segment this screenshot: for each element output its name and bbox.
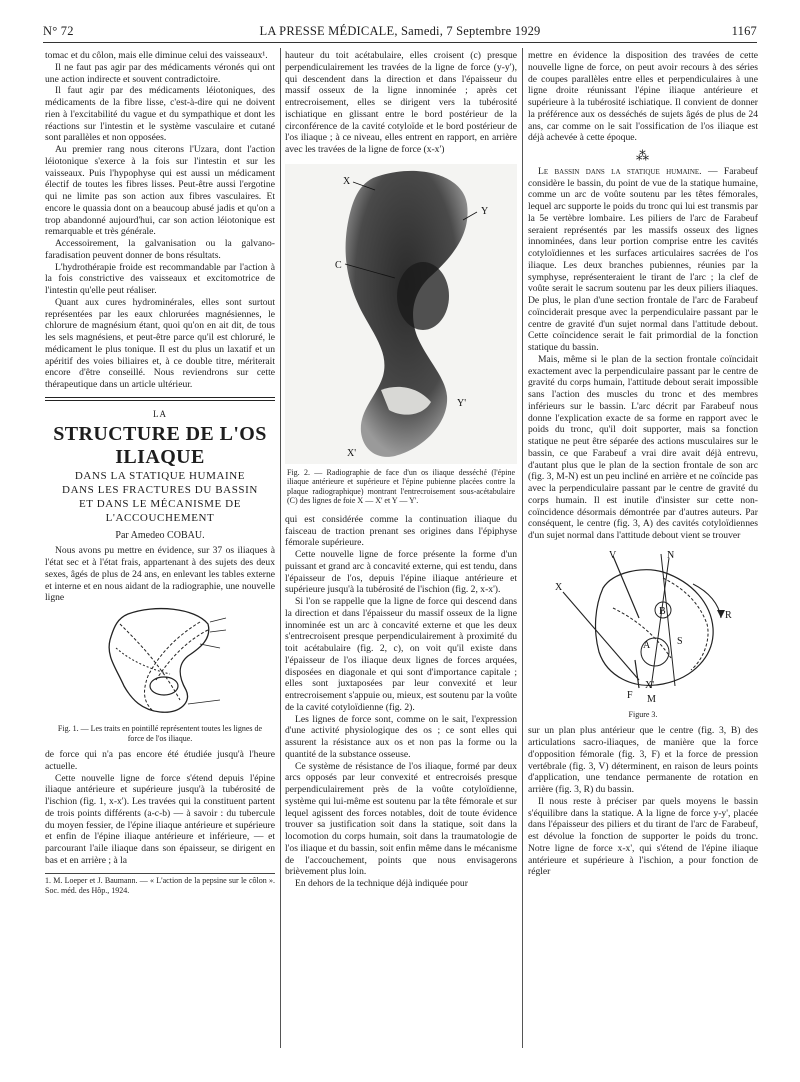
fig3-label-s: S <box>677 635 683 647</box>
paragraph: Accessoirement, la galvanisation ou la galvano-faradisation peuvent donner de bons résultats. <box>45 238 275 261</box>
journal-title: LA PRESSE MÉDICALE, Samedi, 7 Septembre 1929 <box>259 24 541 38</box>
paragraph: hauteur du toit acétabulaire, elles croisent (c) presque perpendiculairement les travées de la ligne de force (y-y'), qui descendent dans la direction et dans l'épaisseur du massif osseux de la ligne innominée ; après cet entrecroisement, elles se dirigent vers la tubérosité ischiatique en glissant entre le bord postérieur de la circonférence de la cavité cotyloïde et le bord postérieur de l'os iliaque ; à ce niveau, elles entrent en rapport, en arrière avec les travées de la ligne de force (x-x') <box>285 50 517 155</box>
section-lead: Le bassin dans la statique humaine. <box>538 165 702 177</box>
paragraph: Au premier rang nous citerons l'Uzara, dont l'action léiotonique s'exerce à la fois sur l'intestin et sur les vaisseaux. Puis l'hypophyse qui est aussi un médicament électif de toutes les fibres lisses. Peut-être aussi l'ergotine qui ne limite pas son action aux fibres vasculaires. Et encore le quassia dont on a beaucoup abusé jadis et qu'on a trop abandonné aujourd'hui, car son action léiotonique est remarquable et très générale. <box>45 144 275 238</box>
figure-3-caption: Figure 3. <box>628 709 658 719</box>
column-divider <box>522 48 523 1048</box>
figure-1-drawing <box>60 604 260 722</box>
paragraph: de force qui n'a pas encore été étudiée jusqu'à l'heure actuelle. <box>45 749 275 772</box>
paragraph: Cette nouvelle ligne de force présente la forme d'un puissant et grand arc à concavité externe, qui est tendu, dans l'épaisseur de l'os, depuis l'épine iliaque antérieure et supérieure jusqu'à la tubérosité de l'ischion (fig. 2, x-x'). <box>285 549 517 596</box>
fig3-label-f: F <box>627 689 633 701</box>
paragraph: Les lignes de force sont, comme on le sait, l'expression d'une activité physiologique des os ; ce sont elles qui assurent la résistance aux os et non pas la forme ou la quantité de la substance osseuse. <box>285 713 517 760</box>
fig3-label-x-prime: X' <box>645 679 655 691</box>
fig3-label-x: X <box>555 581 563 593</box>
fig3-label-v: V <box>609 549 617 561</box>
fig2-label-x: X <box>343 175 351 187</box>
article-title: STRUCTURE DE L'OS ILIAQUE <box>53 422 267 468</box>
figure-3-drawing <box>543 548 743 708</box>
fig3-label-m: M <box>647 693 656 705</box>
column-divider <box>280 48 281 1048</box>
paragraph: sur un plan plus antérieur que le centre (fig. 3, B) des articulations sacro-iliaques, de manière que la force d'opposition fémorale (fig. 3, F) et la force de pression vertébrale (fig. 3, V) déterminent, en raison de leurs points d'application, une tendance permanente de rotation en arrière (fig. 3, R) du bassin. <box>528 725 758 795</box>
paragraph: Nous avons pu mettre en évidence, sur 37 os iliaques à l'état sec et à l'état frais, appartenant à des sujets des deux sexes, âgés de plus de 24 ans, en enlevant les tables externe et interne et en nous aidant de la radiographie, une nouvelle ligne <box>45 545 275 604</box>
paragraph <box>528 166 758 354</box>
paragraph: Il faut agir par des médicaments léiotoniques, des médicaments de la fibre lisse, c'est-à-dire qui ne doivent rien à l'excitabilité du vague et du sympathique et dont les réactions sur l'intestin et le système vasculaire et cutané sont parallèles et non opposées. <box>45 85 275 144</box>
header-rule <box>43 42 757 43</box>
article-subtitle: ET DANS LE MÉCANISME DE L'ACCOUCHEMENT <box>78 497 242 524</box>
fig2-label-y-prime: Y' <box>457 397 467 409</box>
paragraph: L'hydrothérapie froide est recommandable par l'action à la fois constrictive des vaisseaux et excitomotrice de l'intestin qu'elle peut réaliser. <box>45 261 275 296</box>
fig3-label-a: A <box>643 639 651 651</box>
issue-number: N° 72 <box>43 24 74 38</box>
paragraph: qui est considérée comme la continuation iliaque du faisceau de traction prenant ses origines dans l'épiphyse fémorale supérieure. <box>285 513 517 549</box>
paragraph: tomac et du côlon, mais elle diminue celui des vaisseaux¹. <box>45 50 268 61</box>
paragraph: Si l'on se rappelle que la ligne de force qui descend dans la direction et dans l'épaisseur du massif osseux de la ligne innominée est un arc à concavité externe et que les deux s'entrecroisent presque perpendiculairement à proximité du toit acétabulaire (fig. 2, c), on voit qu'il existe dans l'épaisseur de l'os iliaque deux lignes de forces arquées, disposées en diagonale et qui sont d'importance capitale ; elles sont juxtaposées par leur convexité et leur entrecroisement s'appuie ou, mieux, est soutenu par la voûte de la cavité cotyloïdienne (fig. 2). <box>285 596 517 713</box>
column-2 <box>285 50 517 890</box>
article-kicker: LA <box>153 408 167 419</box>
fig2-label-c: C <box>335 259 342 271</box>
paragraph: mettre en évidence la disposition des travées de cette nouvelle ligne de force, on peut avoir recours à des séries de coupes parallèles entre elles et perpendiculaires à une ligne droite réunissant l'épine iliaque antérieure et supérieure à la tubérosité ischiatique. Il convient de donner la préférence aux os desséchés de sujets âgés de plus de 24 ans, car comme on le sait l'ossification de l'os iliaque est déjà achevée à cette époque. <box>528 50 758 144</box>
article-subtitle: DANS LA STATIQUE HUMAINE <box>74 469 246 482</box>
page-header <box>43 20 757 42</box>
fig3-label-b: B <box>659 605 666 617</box>
section-rule <box>45 397 275 401</box>
article-title-block <box>45 409 275 542</box>
fig2-label-y: Y <box>481 205 489 217</box>
fig3-label-n: N <box>667 549 675 561</box>
fig3-label-r: R <box>725 609 732 621</box>
figure-3 <box>528 548 758 708</box>
paragraph: Il nous reste à préciser par quels moyens le bassin s'équilibre dans la statique. A la ligne de force y-y', placée dans l'épaisseur des piliers et du tirant de l'arc de Farabeuf, est dévolue la fonction de supporter le poids du tronc. Notre ligne de force x-x', qui s'étend de l'épine iliaque antérieure et supérieure à l'ischion, a pour fonction de régler <box>528 795 758 878</box>
paragraph: Il ne faut pas agir par des médicaments véronés qui ont une action indirecte et souvent contradictoire. <box>45 61 275 85</box>
paragraph: Mais, même si le plan de la section frontale coïncidait exactement avec la perpendiculaire passant par le centre de gravité du corps humain, l'attitude debout serait impossible sans l'action des muscles du tronc et des membres inférieurs sur le bassin. L'arc décrit par Farabeuf nous donne l'explication exacte de sa forme en rapport avec le poids du tronc, qu'il doit supporter, mais sa fonction statique ne peut être séparée des actions musculaires sur le bassin, ce que Farabeuf a vrai dire avait déjà entrevu, d'autant plus que le plan de la section frontale de son arc (fig. 3, M-N) est un peu incliné en arrière et ne coïncide pas avec la perpendiculaire passant par le centre de gravité du corps humain. Il est inutile d'insister sur cette non-coïncidence désormais démontrée par d'autres auteurs. Par conséquent, le centre (fig. 3, A) des cavités cotyloïdiennes d'un sujet normal dans l'attitude debout vient se trouver <box>528 353 758 541</box>
article-subtitle: DANS LES FRACTURES DU BASSIN <box>62 483 258 496</box>
page-number: 1167 <box>731 24 757 38</box>
figure-1 <box>45 604 275 722</box>
paragraph-text: — Farabeuf considère le bassin, du point de vue de la statique humaine, comme un arc de voûte soutenu par les têtes fémorales, lequel arc supporte le poids du tronc qui lui est transmis par la 5e vertèbre lombaire. Les piliers de l'arc de Farabeuf seraient représentés par les massifs osseux des lignes innominées, dans leur portion comprise entre les cavités cotyloïdiennes et les surfaces articulaires sacrées de l'os iliaque. Les deux branches pubiennes, réunies par la symphyse, représenteraient le tirant de l'arc ; la clef de voûte serait le sacrum soutenu par les deux piliers iliaques. De plus, le plan d'une section frontale de l'arc de Farabeuf coïnciderait presque avec la perpendiculaire passant par le centre de gravité d'un sujet normal dans l'attitude debout. Cette coïncidence serait le fait primordial de la fonction statique du bassin. <box>528 165 758 353</box>
paragraph: Ce système de résistance de l'os iliaque, formé par deux arcs opposés par leur convexité et entrecroisés presque perpendiculairement près de la voûte cotyloïdienne, système qui lui-même est soutenu par la tête fémorale et sur lequel agissent des forces notables, doit de toute évidence trouver sa justification soit dans la statique, soit dans la locomotion du corps humain, soit dans la traumatologie de l'os iliaque et du bassin, soit enfin même dans le mécanisme de l'accouchement, points que nous envisagerons brièvement plus loin. <box>285 760 517 878</box>
figure-2-radiograph <box>285 164 517 464</box>
figure-2-caption: Fig. 2. — Radiographie de face d'un os iliaque desséché (l'épine iliaque antérieure et supérieure et l'épine pubienne placées contre la plaque radiographique) montrant l'entrecroisement sous-acétabulaire (C) des lignes de foie X — X' et Y — Y'. <box>287 467 515 506</box>
fig2-label-x-prime: X' <box>347 447 357 459</box>
column-1 <box>45 50 275 896</box>
section-stars: ⁂ <box>636 148 650 163</box>
paragraph: Quant aux cures hydrominérales, elles sont surtout représentées par les eaux chlorurées magnésiennes, le chlorure de magnésium étant, quoi qu'on en ait dit, de tous les sels magnésiens, et peut-être parce qu'il est chloruré, le médicament le plus tonique. Il est du plus un laxatif et un apéritif des voies biliaires et, à ce double titre, mériterait encore d'être conseillé. Nous reviendrons sur cette thérapeutique dans un article ultérieur. <box>45 296 275 390</box>
figure-1-caption: Fig. 1. — Les traits en pointillé représentent toutes les lignes de force de l'os iliaque. <box>57 724 263 743</box>
paragraph: En dehors de la technique déjà indiquée pour <box>295 878 468 889</box>
figure-2 <box>285 164 517 464</box>
article-byline: Par Amedeo COBAU. <box>115 529 205 541</box>
paragraph: Cette nouvelle ligne de force s'étend depuis l'épine iliaque antérieure et supérieure jusqu'à la tubérosité de l'ischion (fig. 1, x-x'). Les travées qui la constituent partent de trois points différents (a-c-b) — à savoir : du tubercule du moyen fessier, de l'épine iliaque antérieure et supérieure et enfin de l'épine iliaque antérieure et inférieure, — et parcourant l'aile iliaque dans son épaisseur, se dirigent en bas et en arrière ; à la <box>45 772 275 866</box>
footnote: 1. M. Loeper et J. Baumann. — « L'action de la pepsine sur le côlon ». Soc. méd. des Hôp., 1924. <box>45 873 275 896</box>
column-3 <box>528 50 758 878</box>
